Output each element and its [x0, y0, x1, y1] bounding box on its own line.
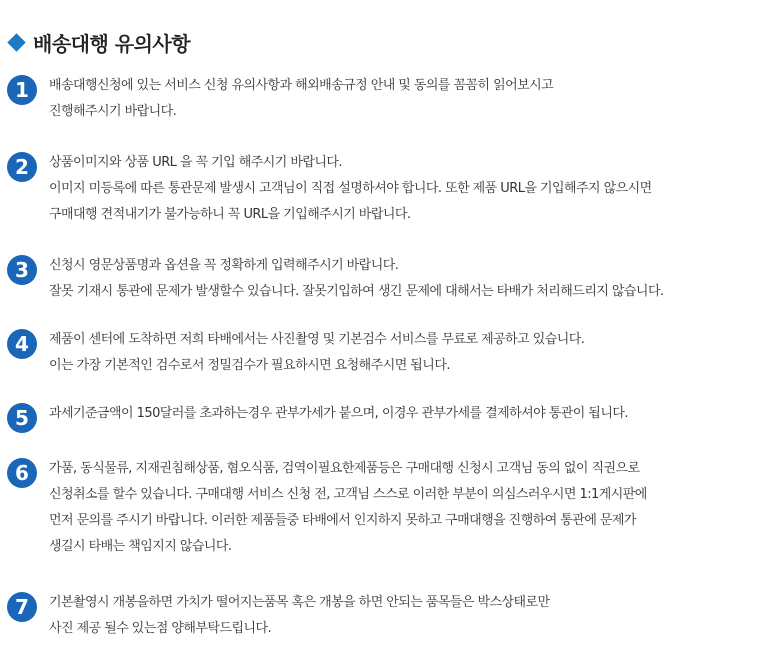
number-badge-icon: 1 — [7, 75, 37, 105]
diamond-bullet-icon — [7, 33, 25, 51]
notice-text: 배송대행신청에 있는 서비스 신청 유의사항과 해외배송규정 안내 및 동의를 꼼꼼히 읽어보시고 — [49, 78, 554, 93]
notice-text: 가품, 동식물류, 지재권침해상품, 혐오식품, 검역이필요한제품등은 구매대행 신청시 고객님 동의 없이 직권으로 — [49, 461, 640, 476]
notice-text: 잘못 기재시 통관에 문제가 발생할수 있습니다. 잘못기입하여 생긴 문제에 대해서는 타배가 처리해드리지 않습니다. — [49, 284, 664, 299]
number-badge-icon: 6 — [7, 458, 37, 488]
number-badge-icon: 3 — [7, 255, 37, 285]
notice-text: 상품이미지와 상품 URL 을 꼭 기입 해주시기 바랍니다. — [49, 155, 342, 170]
notice-text: 이미지 미등록에 따른 통관문제 발생시 고객님이 직접 설명하셔야 합니다. 또한 제품 URL을 기입해주지 않으시면 — [49, 181, 652, 196]
notice-item-2 — [7, 150, 652, 228]
number-badge-icon: 7 — [7, 592, 37, 622]
notice-item-4 — [7, 327, 584, 379]
notice-text: 과세기준금액이 150달러를 초과하는경우 관부가세가 붙으며, 이경우 관부가세를 결제하셔야 통관이 됩니다. — [49, 406, 628, 421]
notice-item-6 — [7, 456, 647, 560]
notice-text: 사진 제공 될수 있는점 양해부탁드립니다. — [49, 621, 272, 636]
notice-item-1 — [7, 73, 553, 125]
page-title: 배송대행 유의사항 — [33, 31, 191, 56]
notice-text: 구매대행 견적내기가 불가능하니 꼭 URL을 기입해주시기 바랍니다. — [49, 207, 411, 222]
notice-text: 이는 가장 기본적인 검수로서 정밀검수가 필요하시면 요청해주시면 됩니다. — [49, 358, 450, 373]
notice-text: 신청시 영문상품명과 옵션을 꼭 정확하게 입력해주시기 바랍니다. — [49, 258, 399, 273]
notice-text: 생길시 타배는 책임지지 않습니다. — [49, 539, 232, 554]
notice-item-7 — [7, 590, 550, 642]
notice-text: 기본촬영시 개봉을하면 가치가 떨어지는품목 혹은 개봉을 하면 안되는 품목들은 박스상태로만 — [49, 595, 550, 610]
notice-text: 먼저 문의를 주시기 바랍니다. 이러한 제품들중 타배에서 인지하지 못하고 구매대행을 진행하여 통관에 문제가 — [49, 513, 636, 528]
notice-text: 제품이 센터에 도착하면 저희 타배에서는 사진촬영 및 기본검수 서비스를 무료로 제공하고 있습니다. — [49, 332, 585, 347]
section-header — [6, 27, 190, 57]
notice-text: 신청취소를 할수 있습니다. 구매대행 서비스 신청 전, 고객님 스스로 이러한 부분이 의심스러우시면 1:1게시판에 — [49, 487, 647, 502]
notice-item-3 — [7, 253, 664, 305]
notice-item-5 — [7, 401, 628, 433]
number-badge-icon: 4 — [7, 329, 37, 359]
number-badge-icon: 2 — [7, 152, 37, 182]
notice-text: 진행해주시기 바랍니다. — [49, 104, 177, 119]
number-badge-icon: 5 — [7, 403, 37, 433]
